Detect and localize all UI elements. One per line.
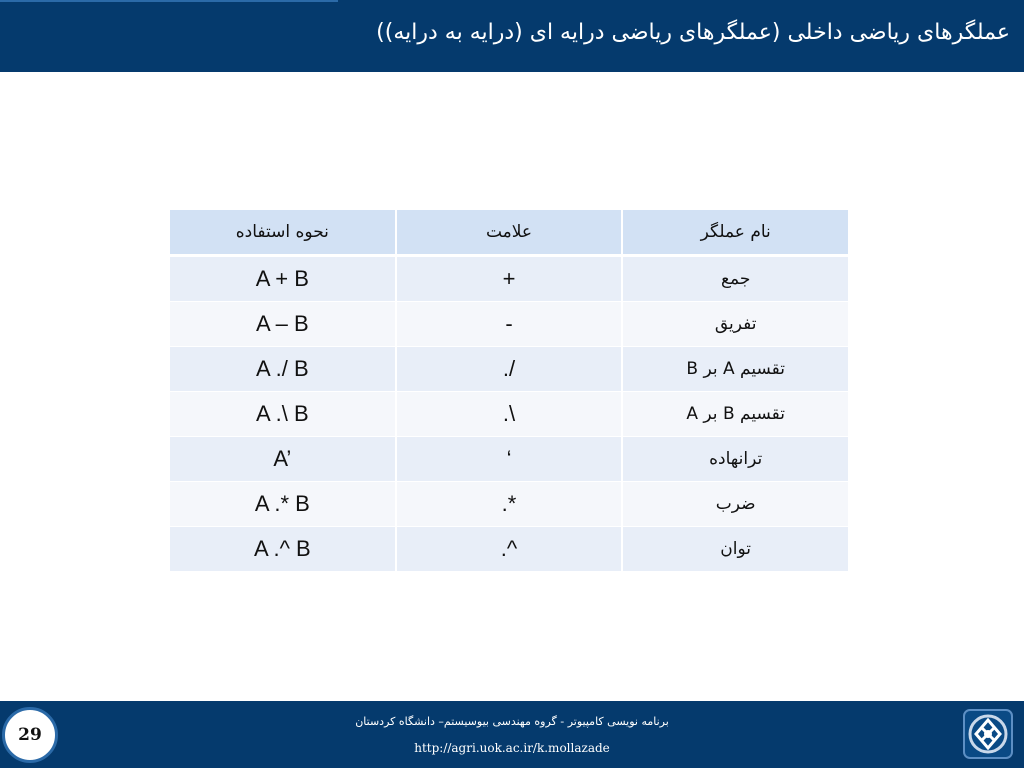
column-header-name: نام عملگر	[622, 210, 849, 256]
operator-usage-cell: A’	[169, 437, 396, 482]
footer-url[interactable]: http://agri.uok.ac.ir/k.mollazade	[414, 741, 610, 755]
operator-name-cell: توان	[622, 527, 849, 572]
university-logo-icon	[962, 708, 1014, 760]
table-row	[169, 392, 849, 437]
operator-name-cell: ضرب	[622, 482, 849, 527]
footer-bar	[0, 701, 1024, 768]
operator-usage-cell: A .^ B	[169, 527, 396, 572]
operator-symbol-cell: .\	[396, 392, 623, 437]
operator-name-cell: تقسیم B بر A	[622, 392, 849, 437]
operator-name-cell: جمع	[622, 256, 849, 302]
operator-usage-cell: A .* B	[169, 482, 396, 527]
operator-name-cell: تفریق	[622, 302, 849, 347]
table-row	[169, 302, 849, 347]
column-header-symbol: علامت	[396, 210, 623, 256]
operator-usage-cell: A + B	[169, 256, 396, 302]
table-row	[169, 482, 849, 527]
header-accent-line	[0, 0, 338, 2]
footer-course-text: برنامه نویسی کامپیوتر - گروه مهندسی بیوسیستم– دانشگاه کردستان	[355, 715, 669, 728]
table-header-row	[169, 210, 849, 256]
university-logo-graphic	[962, 708, 1014, 760]
table-row	[169, 527, 849, 572]
slide-title: عملگرهای ریاضی داخلی (عملگرهای ریاضی درایه ای (درایه به درایه))	[376, 20, 1010, 45]
table-row	[169, 256, 849, 302]
operator-symbol-cell: .^	[396, 527, 623, 572]
operator-usage-cell: A .\ B	[169, 392, 396, 437]
operator-usage-cell: A – B	[169, 302, 396, 347]
operator-usage-cell: A ./ B	[169, 347, 396, 392]
operator-symbol-cell: -	[396, 302, 623, 347]
header-bar	[0, 0, 1024, 72]
operator-symbol-cell: +	[396, 256, 623, 302]
operator-name-cell: تقسیم A بر B	[622, 347, 849, 392]
table-row	[169, 347, 849, 392]
operators-table	[168, 210, 850, 572]
column-header-usage: نحوه استفاده	[169, 210, 396, 256]
table-row	[169, 437, 849, 482]
operators-table-container	[168, 210, 850, 572]
operator-name-cell: ترانهاده	[622, 437, 849, 482]
operator-symbol-cell: ‘	[396, 437, 623, 482]
operator-symbol-cell: ./	[396, 347, 623, 392]
page-number-badge: 29	[2, 707, 58, 763]
operator-symbol-cell: .*	[396, 482, 623, 527]
